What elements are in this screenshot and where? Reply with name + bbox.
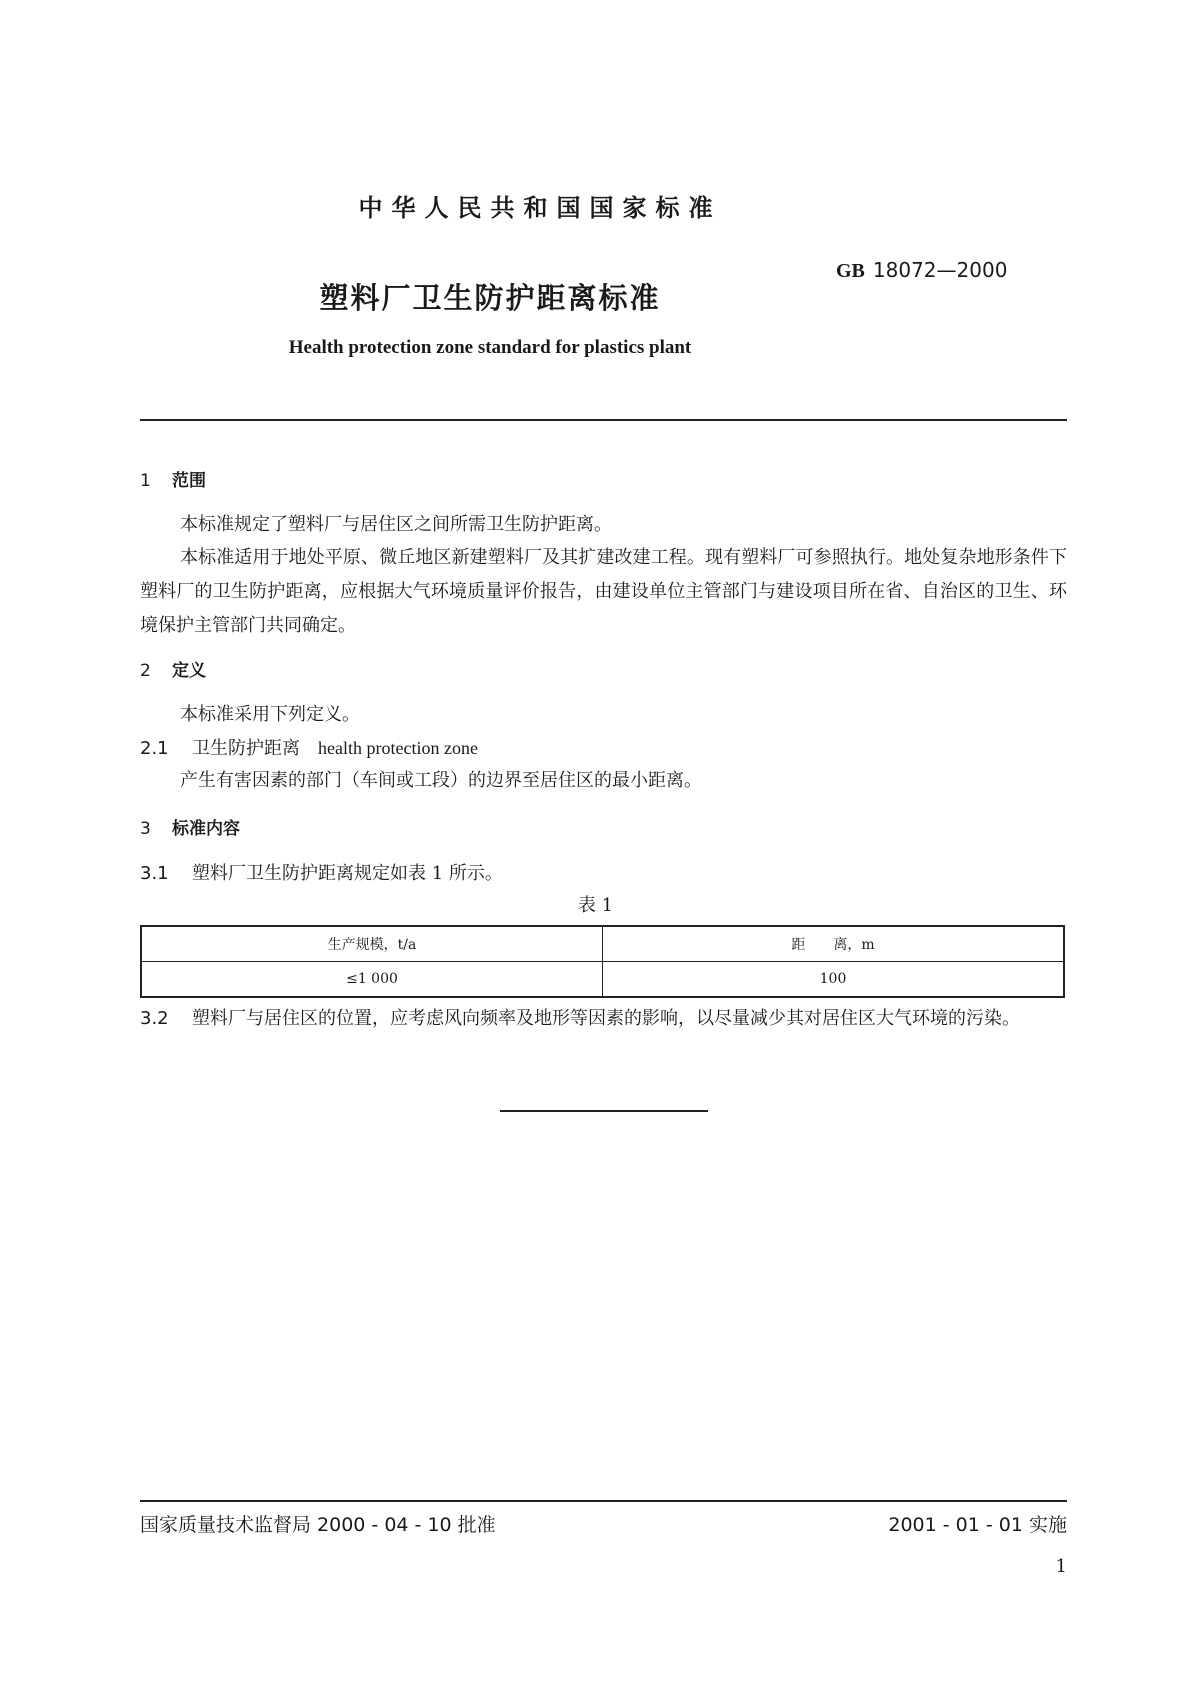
clause-2-1-definition: 产生有害因素的部门（车间或工段）的边界至居住区的最小距离。 <box>180 770 702 791</box>
section-2-heading <box>140 656 206 681</box>
end-of-text-rule <box>500 1110 708 1112</box>
clause-text: 塑料厂卫生防护距离规定如表 1 所示。 <box>192 863 503 884</box>
section-title: 标准内容 <box>172 819 240 839</box>
clause-term: 卫生防护距离 <box>192 738 300 759</box>
table-header-cell: 生产规模，t/a <box>141 926 603 962</box>
section-3-heading <box>140 814 240 839</box>
table-caption: 表 1 <box>577 895 614 916</box>
table-header-row <box>141 926 1064 962</box>
standard-code-prefix: GB <box>836 260 865 282</box>
section-title: 范围 <box>172 471 206 491</box>
table-cell: ≤1 000 <box>141 962 603 998</box>
section-number: 3 <box>140 819 151 839</box>
clause-term-english: health protection zone <box>318 738 478 758</box>
section-1-paragraph-1: 本标准规定了塑料厂与居住区之间所需卫生防护距离。 <box>180 514 612 535</box>
section-number: 1 <box>140 471 151 491</box>
table-header-cell: 距 离，m <box>603 926 1065 962</box>
header-divider <box>140 419 1067 421</box>
section-2-paragraph: 本标准采用下列定义。 <box>180 704 360 725</box>
clause-number: 3.1 <box>140 863 169 884</box>
national-standard-heading: 中华人民共和国国家标准 <box>358 194 722 222</box>
section-1-heading <box>140 466 206 491</box>
page-number: 1 <box>1055 1556 1067 1577</box>
distance-table <box>140 925 1065 998</box>
section-title: 定义 <box>172 661 206 681</box>
section-1-paragraph-2: 本标准适用于地处平原、微丘地区新建塑料厂及其扩建改建工程。现有塑料厂可参照执行。地处复杂地形条件下塑料厂的卫生防护距离，应根据大气环境质量评价报告，由建设单位主管部门与建设项目所在省、自治区的卫生、环境保护主管部门共同确定。 <box>140 547 1067 636</box>
document-title-english: Health protection zone standard for plastics plant <box>288 337 692 358</box>
effective-date: 2001 - 01 - 01 实施 <box>888 1514 1067 1536</box>
clause-number: 2.1 <box>140 738 169 759</box>
document-title: 塑料厂卫生防护距离标准 <box>319 281 661 315</box>
standard-code-number: 18072—2000 <box>872 258 1008 282</box>
table-row <box>141 962 1064 998</box>
section-number: 2 <box>140 661 151 681</box>
clause-number: 3.2 <box>140 1008 169 1029</box>
clause-text: 塑料厂与居住区的位置，应考虑风向频率及地形等因素的影响，以尽量减少其对居住区大气环境的污染。 <box>192 1008 1020 1029</box>
clause-3-2 <box>140 1002 1067 1036</box>
table-cell: 100 <box>603 962 1065 998</box>
clause-3-1 <box>140 857 503 891</box>
approval-info: 国家质量技术监督局 2000 - 04 - 10 批准 <box>140 1514 496 1536</box>
clause-2-1 <box>140 731 478 766</box>
footer-divider <box>140 1500 1067 1502</box>
